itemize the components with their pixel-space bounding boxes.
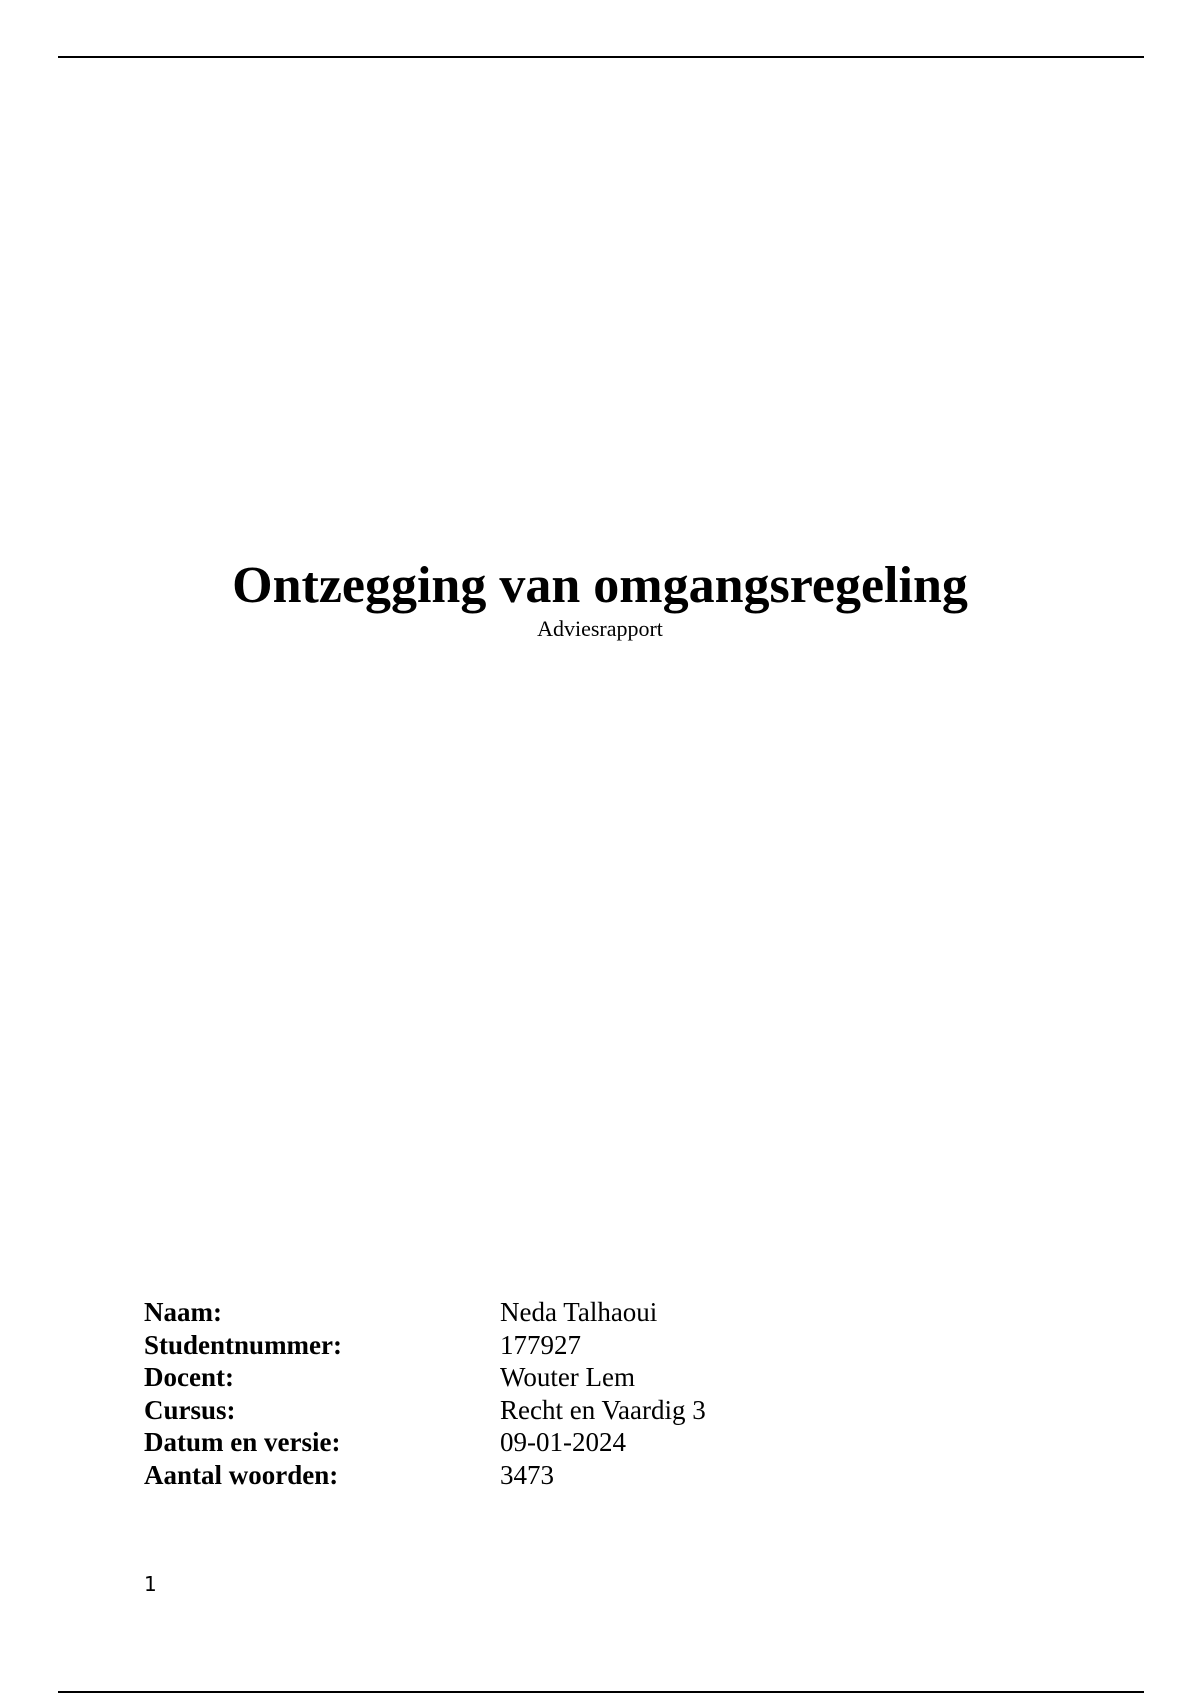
details-value: 177927 [500, 1329, 581, 1360]
bottom-rule [58, 1691, 1144, 1693]
details-value: 09-01-2024 [500, 1427, 626, 1457]
details-value: Wouter Lem [500, 1362, 636, 1392]
document-subtitle: Adviesrapport [537, 616, 663, 641]
details-row [144, 1329, 706, 1362]
title-block [0, 556, 1200, 642]
details-value: 3473 [500, 1459, 554, 1490]
details-value: Neda Talhaoui [500, 1297, 658, 1327]
details-label: Datum en versie: [144, 1427, 341, 1457]
details-label: Cursus: [144, 1394, 236, 1425]
details-table [144, 1296, 706, 1491]
document-title: Ontzegging van omgangsregeling [232, 557, 968, 614]
details-row [144, 1361, 706, 1394]
details-label: Docent: [144, 1362, 234, 1392]
details-row [144, 1426, 706, 1459]
details-label: Naam: [144, 1297, 222, 1327]
details-row [144, 1459, 706, 1492]
details-label: Studentnummer: [144, 1329, 343, 1360]
top-rule [58, 56, 1144, 58]
page-number: 1 [144, 1572, 157, 1596]
details-label: Aantal woorden: [144, 1459, 339, 1490]
details-row [144, 1296, 706, 1329]
details-row [144, 1394, 706, 1427]
details-value: Recht en Vaardig 3 [500, 1394, 706, 1425]
